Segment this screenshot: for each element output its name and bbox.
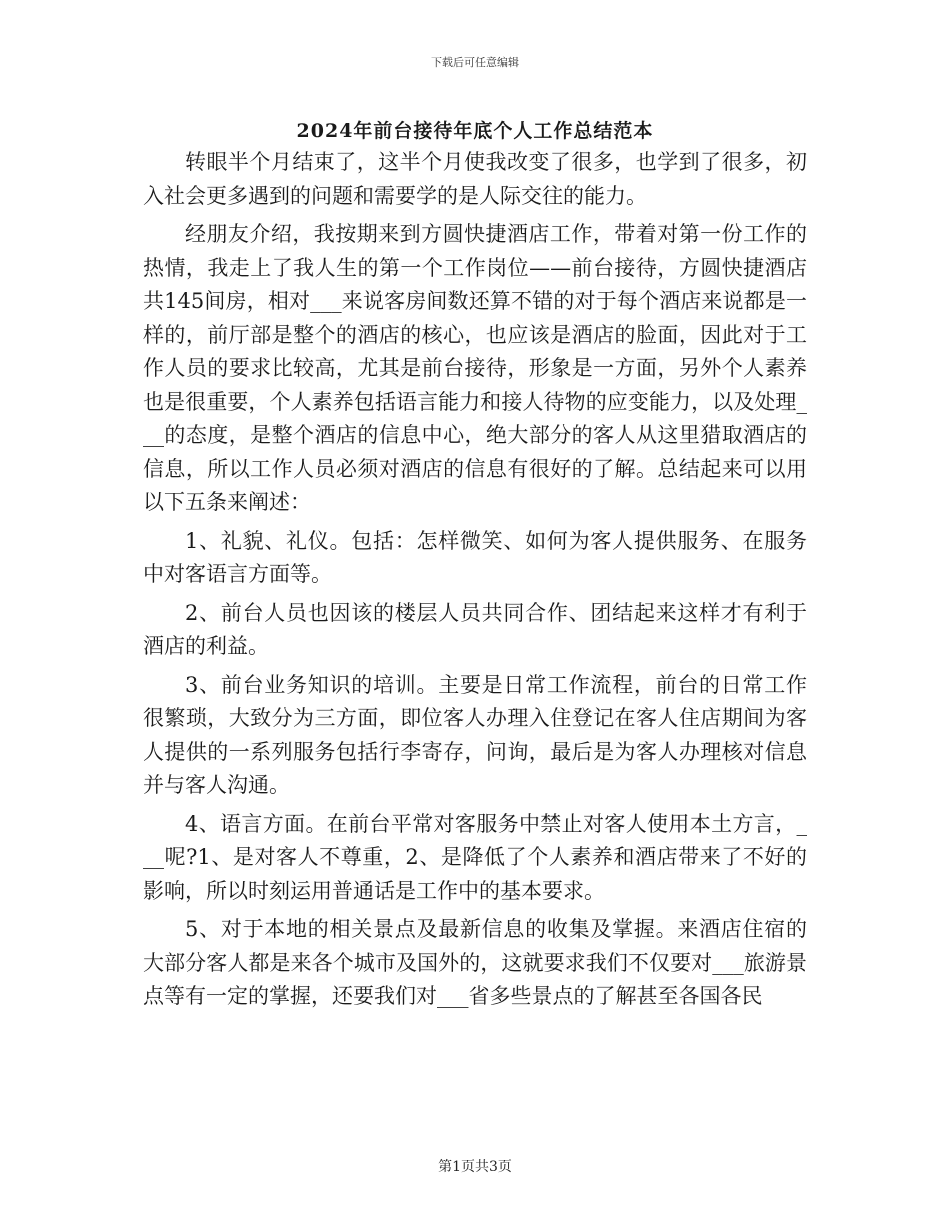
paragraph-item-4: 4、语言方面。在前台平常对客服务中禁止对客人使用本土方言，___呢?1、是对客人不尊重，2、是降低了个人素养和酒店带来了不好的影响，所以时刻运用普通话是工作中的基本要求。 [143,811,807,903]
document-title: 2024年前台接待年底个人工作总结范本 [296,120,654,142]
paragraph-background: 经朋友介绍，我按期来到方圆快捷酒店工作，带着对第一份工作的热情，我走上了我人生的第一个工作岗位——前台接待，方圆快捷酒店共145间房，相对___来说客房间数还算不错的对于每个酒店来说都是一样的，前厅部是整个的酒店的核心，也应该是酒店的脸面，因此对于工作人员的要求比较高，尤其是前台接待，形象是一方面，另外个人素养也是很重要，个人素养包括语言能力和接人待物的应变能力，以及处理___的态度，是整个酒店的信息中心，绝大部分的客人从这里猎取酒店的信息，所以工作人员必须对酒店的信息有很好的了解。总结起来可以用以下五条来阐述： [143,222,807,514]
paragraph-item-3: 3、前台业务知识的培训。主要是日常工作流程，前台的日常工作很繁琐，大致分为三方面，即位客人办理入住登记在客人住店期间为客人提供的一系列服务包括行李寄存，问询，最后是为客人办理核对信息并与客人沟通。 [143,672,807,797]
paragraph-intro: 转眼半个月结束了，这半个月使我改变了很多，也学到了很多，初入社会更多遇到的问题和需要学的是人际交往的能力。 [143,150,807,208]
paragraph-item-1: 1、礼貌、礼仪。包括：怎样微笑、如何为客人提供服务、在服务中对客语言方面等。 [143,528,807,586]
document-body [143,146,807,1019]
paragraph-item-2: 2、前台人员也因该的楼层人员共同合作、团结起来这样才有利于酒店的利益。 [143,600,807,658]
paragraph-item-5: 5、对于本地的相关景点及最新信息的收集及掌握。来酒店住宿的大部分客人都是来各个城市及国外的，这就要求我们不仅要对___旅游景点等有一定的掌握，还要我们对___省多些景点的了解甚至各国各民 [143,917,807,1008]
header-note: 下载后可任意编辑 [431,56,519,69]
page-number: 第1页共3页 [438,1159,512,1175]
